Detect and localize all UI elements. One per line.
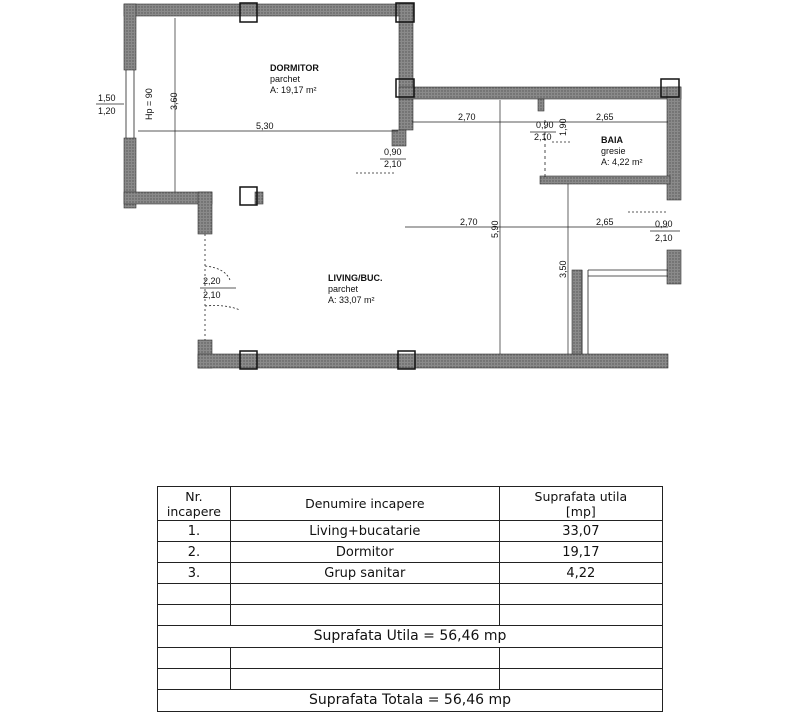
dim-bath-door-bottom: 2,10 [534, 132, 552, 142]
wall-bottom [198, 354, 668, 368]
room-area-baia: A: 4,22 m² [601, 157, 643, 167]
wall-bath-stub [392, 130, 406, 146]
wall-bath-bottom [540, 176, 670, 184]
dim-right-door-bottom: 2,10 [655, 233, 673, 243]
total-utila: Suprafata Utila = 56,46 mp [158, 626, 663, 648]
row-name: Grup sanitar [230, 563, 499, 584]
table-row [158, 521, 663, 542]
dim-right-door-top: 0,90 [655, 219, 673, 229]
column [240, 187, 257, 205]
dim-top-left-span: 2,70 [458, 112, 476, 122]
walls [124, 4, 681, 368]
wall-right-lower [667, 250, 681, 284]
wall-bedroom-bottom-right [255, 192, 263, 204]
room-finish-living: parchet [328, 284, 359, 294]
row-area: 19,17 [499, 542, 662, 563]
wall-stairs-right [572, 270, 582, 354]
room-name-dormitor: DORMITOR [270, 63, 319, 73]
table-total-totala-row [158, 690, 663, 712]
header-name: Denumire incapere [230, 487, 499, 521]
dim-bath-door-top: 0,90 [536, 120, 554, 130]
dim-window-bottom: 1,20 [98, 106, 116, 116]
room-area-living: A: 33,07 m² [328, 295, 375, 305]
dim-living-depth: 5,90 [490, 220, 500, 238]
row-area: 4,22 [499, 563, 662, 584]
wall-bedroom-right [399, 4, 413, 130]
row-name: Living+bucatarie [230, 521, 499, 542]
row-name: Dormitor [230, 542, 499, 563]
dim-door1-bottom: 2,10 [384, 159, 402, 169]
row-nr: 1. [158, 521, 231, 542]
total-totala: Suprafata Totala = 56,46 mp [158, 690, 663, 712]
dim-bed-height: 3,60 [169, 92, 179, 110]
room-finish-dormitor: parchet [270, 74, 301, 84]
table-total-utila-row [158, 626, 663, 648]
dim-right-depth: 3,50 [558, 260, 568, 278]
table-header-row [158, 487, 663, 521]
header-nr: Nr. incapere [158, 487, 231, 521]
door-swing [205, 306, 240, 311]
row-nr: 2. [158, 542, 231, 563]
wall-bath-left [538, 99, 544, 111]
dim-window-top: 1,50 [98, 93, 116, 103]
wall-bedroom-top [124, 4, 414, 16]
wall-entry-upper [198, 192, 212, 234]
columns [240, 3, 679, 369]
dim-bath-depth: 1,90 [558, 118, 568, 136]
dim-top-right-span: 2,65 [596, 112, 614, 122]
room-name-living: LIVING/BUC. [328, 273, 383, 283]
wall-bedroom-left-upper [124, 4, 136, 70]
area-table [157, 486, 663, 712]
dim-mid-left-span: 2,70 [460, 217, 478, 227]
wall-top-right [399, 87, 681, 99]
room-finish-baia: gresie [601, 146, 626, 156]
room-name-baia: BAIA [601, 135, 623, 145]
dim-entry-bottom: 2,10 [203, 290, 221, 300]
dim-door1-top: 0,90 [384, 147, 402, 157]
dim-hp: Hp = 90 [144, 88, 154, 120]
table-row [158, 542, 663, 563]
table-row-empty [158, 669, 663, 690]
header-area: Suprafata utila [mp] [499, 487, 662, 521]
table-row [158, 563, 663, 584]
dim-mid-right-span: 2,65 [596, 217, 614, 227]
room-area-dormitor: A: 19,17 m² [270, 85, 317, 95]
dim-entry-top: 2,20 [203, 276, 221, 286]
dimension-lines [96, 18, 680, 354]
table-row-empty [158, 648, 663, 669]
row-nr: 3. [158, 563, 231, 584]
table-row-empty [158, 605, 663, 626]
row-area: 33,07 [499, 521, 662, 542]
table-row-empty [158, 584, 663, 605]
dim-bed-width: 5,30 [256, 121, 274, 131]
